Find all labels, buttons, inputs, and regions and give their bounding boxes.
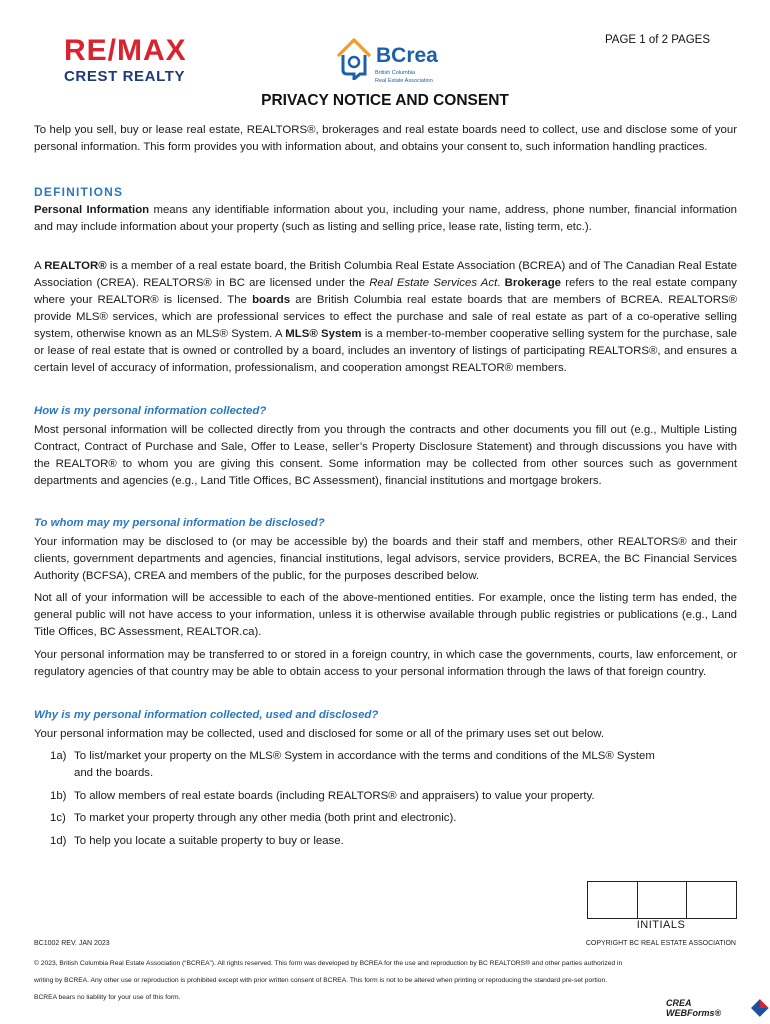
realtor-text-1: is a member of a real estate board, the British Columbia Real Estate Association (BCREA) and of The Canadian Real Estate Association (CREA). REALTORS® in BC are licensed under the [34,260,737,289]
bcrea-wordmark: BCrea [376,44,438,67]
initials-label: INITIALS [636,919,686,931]
list-item [50,833,740,850]
copyright-line-1: © 2023, British Columbia Real Estate Association (“BCREA”). All rights reserved. This form was developed by BCREA for the use and reproduction by BC REALTORS® and other parties authorized in [34,960,623,967]
boards-text: are British Columbia real estate boards that are members of BCREA. REALTORS® provide MLS® services, which are professional services to effect the purchase and sale of real estate as part of a co-operative selling system, otherwise known as an MLS® System. A [34,294,737,340]
initials-box-3[interactable] [687,882,736,918]
list-item-text: To list/market your property on the MLS® System in accordance with the terms and conditions of the MLS® System [74,750,655,762]
realtor-article: A [34,260,45,272]
copyright-notice [34,955,744,1006]
initials-box-2[interactable] [638,882,688,918]
bcrea-line2: Real Estate Association [375,78,433,84]
realtor-act: Real Estate Services Act [369,277,498,289]
crea-logo-text: CREA WEBForms® [666,998,722,1018]
disclosed-paragraph-1: Your information may be disclosed to (or may be accessible by) the boards and their staff and members, other REALTORS® and their clients, government departments and agencies, financial institutions, legal advisors, service providers, BCREA, the BC Financial Services Authority (BCFSA), CREA and members of the public, for the purposes described below. [34,536,737,582]
realtor-definition [34,258,737,377]
list-item-text: To allow members of real estate boards (including REALTORS® and appraisers) to value your property. [74,790,595,802]
bcrea-house-icon [334,34,374,80]
initials-box-1[interactable] [588,882,638,918]
mls-text: is a member-to-member cooperative selling system for the purchase, sale or lease of real estate that is owned or controlled by a board, includes an inventory of listings of participating REALTORS®, and ensures a certain level of accuracy of information, professionalism, and cooperation amongst REALTOR® members. [34,328,737,374]
list-item-continuation: and the boards. [74,767,154,779]
crea-webforms-logo [666,998,770,1018]
disclosed-paragraph-2: Not all of your information will be accessible to each of the above-mentioned entities. For example, once the listing term has ended, the general public will not have access to your information, unless it is otherwise available through public registries or publications (e.g., Land Title Offices, BC Assessment, REALTOR.ca). [34,592,737,638]
list-item-text: To market your property through any other media (both print and electronic). [74,812,457,824]
list-item [50,748,740,765]
personal-info-term: Personal Information [34,204,150,216]
personal-info-definition [34,202,737,236]
why-question: Why is my personal information collected, used and disclosed? [34,709,379,721]
page-title: PRIVACY NOTICE AND CONSENT [261,92,509,109]
intro-paragraph: To help you sell, buy or lease real estate, REALTORS®, brokerages and real estate boards need to collect, use and disclose some of your personal information. This form provides you with information about, and obtains your consent to, such information handling practices. [34,124,737,153]
remax-brand: RE/MAX [64,34,187,67]
list-item-text: To help you locate a suitable property to buy or lease. [74,835,344,847]
boards-term: boards [252,294,291,306]
disclosed-question: To whom may my personal information be disclosed? [34,517,325,529]
bcrea-line1: British Columbia [375,70,416,76]
definitions-heading: DEFINITIONS [34,185,124,199]
why-paragraph: Your personal information may be collected, used and disclosed for some or all of the primary uses set out below. [34,728,605,740]
initials-boxes[interactable] [587,881,737,919]
copyright-line-2: writing by BCREA. Any other use or reproduction is prohibited except with prior written consent of BCREA. This form is not to be altered when printing or reproducing the standard pre-set portion. [34,977,608,984]
copyright-line-3: BCREA bears no liability for your use of this form. [34,994,181,1001]
crea-diamond-icon [750,998,770,1018]
list-item-tag: 1d) [50,835,67,847]
realtor-text-2: . [497,277,505,289]
form-id: BC1002 REV. JAN 2023 [34,940,110,947]
personal-info-text: means any identifiable information about you, including your name, address, phone number, financial information and may include information about your property (such as listing and selling price, lease rate, listing term, etc.). [34,204,737,233]
page-indicator: PAGE 1 of 2 PAGES [604,34,710,46]
list-item [50,788,740,805]
brokerage-term: Brokerage [504,277,562,289]
disclosed-paragraph-3: Your personal information may be transferred to or stored in a foreign country, in which case the governments, courts, law enforcement, or regulatory agencies of that country may be able to obtain access to your personal information through the laws of that foreign country. [34,649,737,678]
list-item-tag: 1a) [50,750,67,762]
remax-office-name: CREST REALTY [64,68,186,85]
mls-term: MLS® System [285,328,362,340]
list-item-tag: 1c) [50,812,66,824]
collected-paragraph: Most personal information will be collected directly from you through the contracts and other documents you fill out (e.g., Multiple Listing Contract, Contract of Purchase and Sale, Offer to Lease, seller’s Property Disclosure Statement) and through discussions you have with the REALTOR® to whom you are giving this consent. Some information may be collected from other sources such as government departments and agencies (e.g., Land Title Offices, BC Assessment), financial institutions and mortgage brokers. [34,424,737,487]
realtor-term: REALTOR® [44,260,107,272]
brokerage-text: refers to the real estate company where your REALTOR® is licensed. The [34,277,737,306]
list-item [50,810,740,827]
collected-question: How is my personal information collected? [34,405,267,417]
bcrea-logo [334,34,438,84]
list-item-tag: 1b) [50,790,67,802]
copyright-right: COPYRIGHT BC REAL ESTATE ASSOCIATION [585,940,736,947]
remax-logo [64,36,187,85]
